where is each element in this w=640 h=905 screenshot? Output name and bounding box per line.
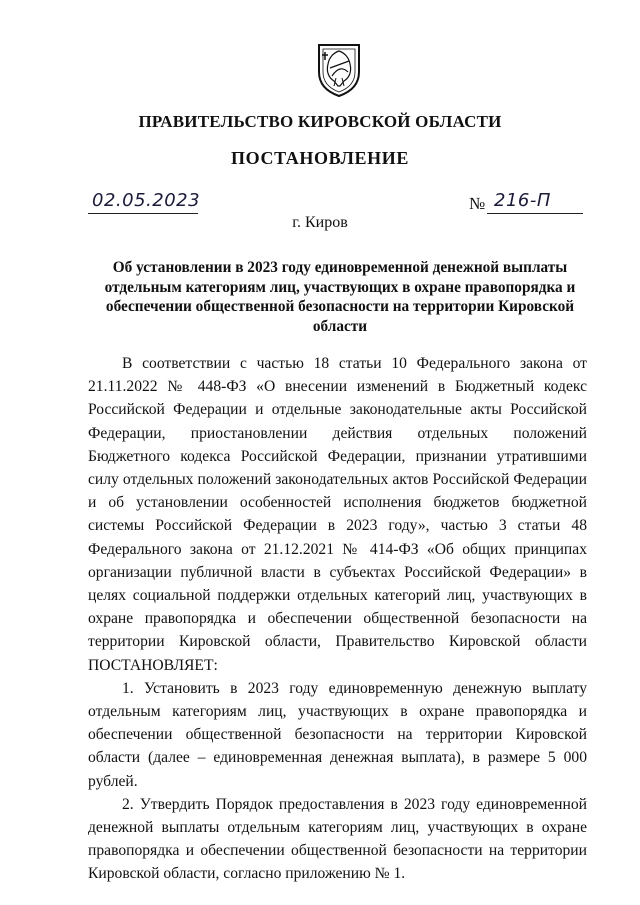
coat-of-arms-icon — [316, 42, 362, 98]
item-2-paragraph: 2. Утвердить Порядок предоставления в 2023 году единовременной денежной выплаты отдельным категориям лиц, участвующих в охране правопорядка и обеспечении общественной безопасности на территории Кировской области, согласно приложению № 1. — [88, 795, 587, 883]
document-number: 216-П — [494, 190, 551, 211]
government-title: ПРАВИТЕЛЬСТВО КИРОВСКОЙ ОБЛАСТИ — [138, 112, 502, 131]
document-type: ПОСТАНОВЛЕНИЕ — [231, 148, 409, 168]
document-date: 02.05.2023 — [92, 190, 201, 211]
document-body — [88, 352, 587, 886]
item-1-paragraph: 1. Установить в 2023 году единовременную денежную выплату отдельным категориям лиц, участвующих в охране правопорядка и обеспечении общественной безопасности на территории Кировской области (далее – единовременная денежная выплата), в размере 5 000 рублей. — [88, 679, 587, 790]
preamble-paragraph: В соответствии с частью 18 статьи 10 Федерального закона от 21.11.2022 № 448-ФЗ «О внесении изменений в Бюджетный кодекс Российской Федерации и отдельные законодательные акты Российской Федерации, приостановлении действия отдельных положений Бюджетного кодекса Российской Федерации, признании утратившими силу отдельных положений законодательных актов Российской Федерации и об установлении особенностей исполнения бюджетов бюджетной системы Российской Федерации в 2023 году», частью 3 статьи 48 Федерального закона от 21.12.2021 № 414-ФЗ «Об общих принципах организации публичной власти в субъектах Российской Федерации» в целях социальной поддержки отдельных категорий лиц, участвующих в охране правопорядка и обеспечении общественной безопасности на территории Кировской области, Правительство Кировской области ПОСТАНОВЛЯЕТ: — [88, 355, 587, 674]
number-label: № — [469, 194, 486, 213]
city: г. Киров — [292, 214, 348, 231]
emblem-icon — [316, 42, 362, 98]
document-subject: Об установлении в 2023 году единовременной денежной выплаты отдельным категориям лиц, участвующих в охране правопорядка и обеспечении общественной безопасности на территории Кировской области — [104, 259, 576, 335]
